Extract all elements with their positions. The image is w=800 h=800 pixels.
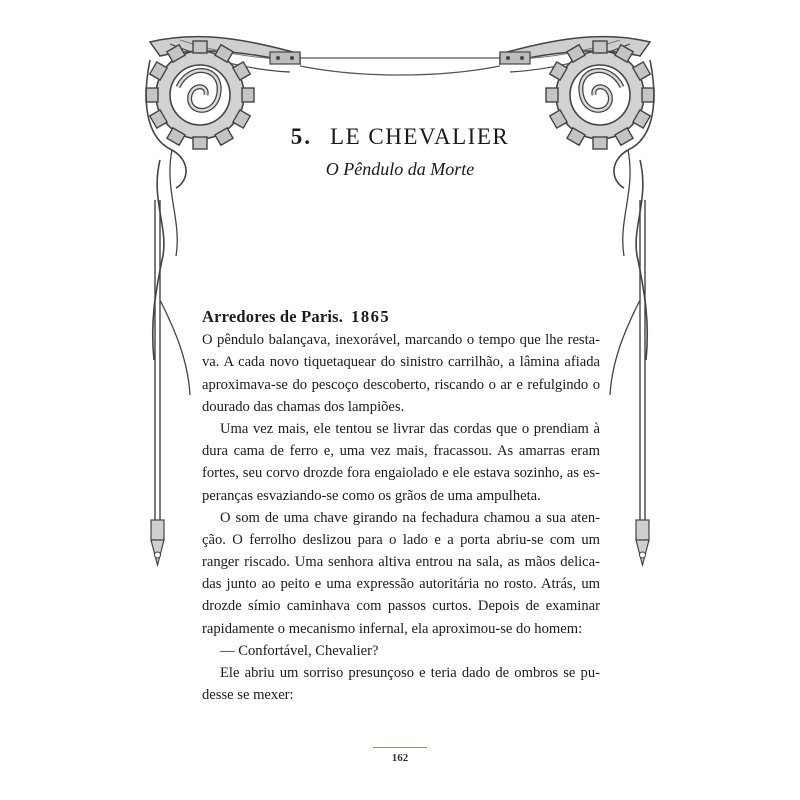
- text-line: das junto ao peito e uma expressão autoritária no rosto. Atrás, um: [202, 576, 600, 593]
- text-line: peranças esvaziando-se como os grãos de uma ampulheta.: [202, 487, 541, 504]
- text-line: fortes, seu corvo drozde fora engaiolado e ele estava sozinho, as es-: [202, 465, 600, 482]
- page-number: 162: [391, 752, 409, 764]
- text-line: Uma vez mais, ele tentou se livrar das cordas que o prendiam à: [220, 420, 600, 437]
- text-line: — Confortável, Chevalier?: [220, 642, 379, 659]
- chapter-number: 5.: [290, 124, 313, 149]
- text-line: dourado das chamas dos lampiões.: [202, 398, 405, 415]
- text-line: va. A cada novo tiquetaquear do sinistro carrilhão, a lâmina afiada: [202, 354, 600, 371]
- text-line: O pêndulo balançava, inexorável, marcando o tempo que lhe resta-: [202, 332, 600, 349]
- text-line: aproximava-se do pescoço descoberto, riscando o ar e refulgindo o: [202, 376, 600, 393]
- section-location: Arredores de Paris.: [202, 307, 344, 326]
- page-number-rule: [373, 747, 427, 748]
- section-heading: [202, 306, 600, 328]
- chapter-title: LE CHEVALIER: [330, 124, 510, 149]
- text-line: dura cama de ferro e, uma vez mais, fracassou. As amarras eram: [202, 443, 600, 460]
- text-line: desse se mexer:: [202, 687, 294, 704]
- body-text: [202, 306, 600, 706]
- paragraph-lines: [202, 329, 600, 706]
- text-line: rapidamente o mecanismo infernal, ela aproximou-se do homem:: [202, 620, 583, 637]
- chapter-subtitle: O Pêndulo da Morte: [325, 159, 475, 179]
- text-line: drozde símio caminhava com passos curtos. Depois de examinar: [202, 598, 600, 615]
- section-year: 1865: [351, 307, 391, 326]
- text-line: ranger riscado. Uma senhora altiva entrou na sala, as mãos delica-: [202, 554, 600, 571]
- chapter-heading: [200, 124, 600, 150]
- text-line: ção. O ferrolho deslizou para o lado e a porta abriu-se com um: [202, 531, 600, 548]
- text-line: O som de uma chave girando na fechadura chamou a sua aten-: [220, 509, 600, 526]
- text-line: Ele abriu um sorriso presunçoso e teria dado de ombros se pu-: [220, 665, 600, 682]
